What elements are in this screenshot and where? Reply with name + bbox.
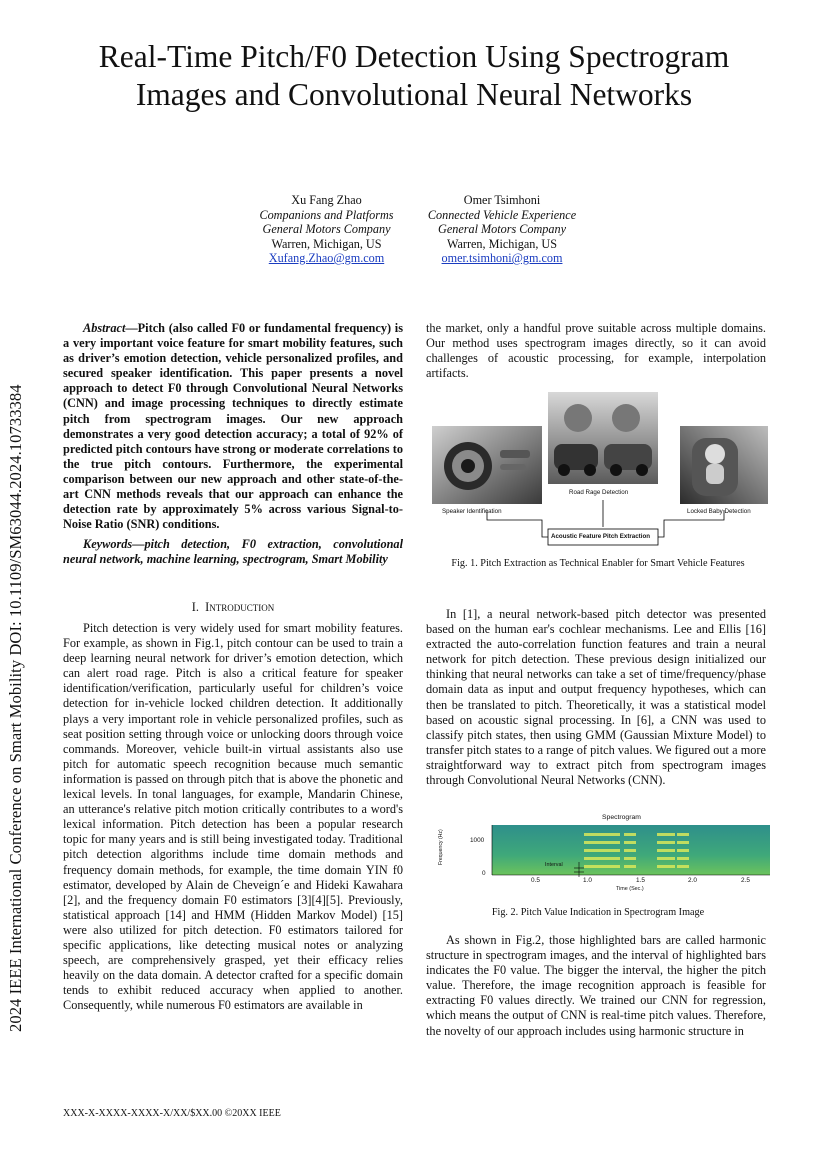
label-road-rage: Road Rage Detection [569,489,629,496]
author-location: Warren, Michigan, US [446,236,558,251]
speaker-identification-image [432,426,542,504]
figure-2 [438,813,772,898]
harmonic-band [624,833,636,836]
harmonic-band [677,857,689,860]
harmonic-band [624,865,636,868]
author-company: General Motors Company [262,222,391,236]
author-company: General Motors Company [438,222,566,236]
ytick: 1000 [470,837,485,844]
road-rage-image [548,392,658,484]
spectrogram-ylabel: Frequency (Hz) [438,829,444,865]
harmonic-band [657,849,675,852]
harmonic-band [677,833,689,836]
author-block-2 [415,193,589,266]
author-name: Omer Tsimhoni [463,193,541,207]
harmonic-band [624,841,636,844]
spectrogram-xlabel: Time (Sec.) [616,886,644,892]
harmonic-band [677,849,689,852]
xtick: 2.5 [741,877,750,884]
author-affiliation: Connected Vehicle Experience [427,207,577,222]
author-email-link[interactable]: Xufang.Zhao@gm.com [268,251,385,265]
harmonic-band [677,865,689,868]
locked-baby-image [680,426,768,504]
paper-title: Real-Time Pitch/F0 Detection Using Spectrogram Images and Convolutional Neural Networks [98,39,730,112]
harmonic-band [584,857,620,860]
harmonic-band [584,849,620,852]
harmonic-band [584,865,620,868]
figure-1-illustration [430,392,770,552]
col2-paragraph-1: the market, only a handful prove suitable across multiple domains. Our method uses spectrogram images directly, so it can avoid challenges of acoustic processing, for example, interpolation artifacts. [426,321,766,381]
label-locked-baby: Locked Baby Detection [687,508,751,515]
label-acoustic-feature: Acoustic Feature Pitch Extraction [551,533,651,540]
harmonic-band [657,841,675,844]
col2-paragraph-2: In [1], a neural network-based pitch detector was presented based on the human ear's cochlear mechanisms. Lee and Ellis [16] extracted the auto-correlation function features and train a neural network for pitch detection. These previous design initialized our thinking that neural networks can take a set of time/frequency/phase domain data as input and output frequency hypotheses, which can then be translated to pitch. Theoretically, it was a statistical model based on acoustic signal processing. In [6], a CNN was used to classify pitch states, then using GMM (Gaussian Mixture Model) to transfer pitch states to a range of pitch values. We figured out a more straightforward way to extract pitch from spectrogram images through Convolutional Neural Networks (CNN). [426,607,766,788]
harmonic-band [657,865,675,868]
figure-1-caption: Fig. 1. Pitch Extraction as Technical Enabler for Smart Vehicle Features [451,558,745,569]
xtick: 0.5 [531,877,540,884]
harmonic-band [677,841,689,844]
harmonic-band [624,857,636,860]
section-heading-introduction: I. Introduction [191,600,275,614]
figure-2-caption: Fig. 2. Pitch Value Indication in Spectrogram Image [491,907,705,918]
spectrogram-title: Spectrogram [602,814,641,821]
author-name: Xu Fang Zhao [291,193,362,207]
author-block-1 [245,193,408,266]
spectrogram-plot [452,813,772,898]
author-location: Warren, Michigan, US [271,236,382,251]
harmonic-band [657,833,675,836]
xtick: 1.0 [583,877,592,884]
author-email-link[interactable]: omer.tsimhoni@gm.com [441,251,563,265]
harmonic-band [624,849,636,852]
label-speaker-identification: Speaker Identification [442,508,502,515]
harmonic-band [657,857,675,860]
keywords: Keywords—pitch detection, F0 extraction, convolutional neural network, machine learning, spectrogram, Smart Mobility [63,537,403,567]
figure-1 [430,392,770,552]
harmonic-band [584,841,620,844]
ytick: 0 [482,870,486,877]
abstract: Abstract—Pitch (also called F0 or fundamental frequency) is a very important voice feature for smart mobility features, such as driver’s emotion detection, vehicle personalized profiles, and secured speaker identification. This paper presents a novel approach to detect F0 through Convolutional Neural Networks (CNN) and image processing techniques to directly estimate pitch from spectrogram images. Our new approach demonstrates a very good detection accuracy; a total of 92% of predicted pitch contours have strong or moderate correlations to the true pitch contours. Furthermore, the experimental comparison between our new approach and other state-of-the-art CNN methods reveals that our approach can enhance the detection rate by approximately 5% across various Signal-to-Noise Ratio (SNR) conditions. [63,321,403,532]
footer-copyright: XXX-X-XXXX-XXXX-X/XX/$XX.00 ©20XX IEEE [63,1108,281,1119]
xtick: 1.5 [636,877,645,884]
harmonic-band [584,833,620,836]
xtick: 2.0 [688,877,697,884]
interval-label: Interval [545,862,563,868]
author-affiliation: Companions and Platforms [259,207,394,222]
intro-paragraph: Pitch detection is very widely used for smart mobility features. For example, as shown in Fig.1, pitch contour can be used to train a deep learning neural network for driver’s emotion detection, which can alert road rage. Pitch is also a critical feature for speaker identification/verification, particularly useful for children’s voice detection for in-vehicle locked children detection. It additionally plays a very important role in vehicle personalized profiles, such as seat position setting through voice or unlocking doors through voice commands. Moreover, vehicle built-in virtual assistants also use pitch for automatic speech recognition because much semantic information is passed on through pitch that is above the phonetic and lexical levels. In tonal languages, for example, Mandarin Chinese, an utterance's relative pitch motion critically contributes to a word's lexical information. Pitch detection has been a popular research topic for many years and is still being investigated today. Traditional pitch detection algorithms include time domain methods and frequency domain methods, for example, the time domain YIN f0 estimator, developed by Alain de Cheveign´e and Hideki Kawahara [2], and the frequency domain F0 estimators [3][4][5]. Previously, statistical approach [14] and HMM (Hidden Markov Model) [15] were also utilized for pitch detection. F0 estimators tailored for specific applications, like detecting musical notes or analyzing speech, are comprehensively grasped, yet their efficacy relies heavily on the data domain. A detector crafted for a specific domain tends to exhibit reduced accuracy when applied to another. Consequently, while numerous F0 estimators are available in [63,621,403,1013]
col2-paragraph-3: As shown in Fig.2, those highlighted bars are called harmonic structure in spectrogram images, and the interval of highlighted bars indicates the F0 value. The bigger the interval, the higher the pitch value. Therefore, the image recognition approach is feasible for extracting F0 values directly. We trained our CNN for regression, which means the output of CNN is real-time pitch values. Therefore, the novelty of our approach includes using harmonic structure in [426,933,766,1038]
